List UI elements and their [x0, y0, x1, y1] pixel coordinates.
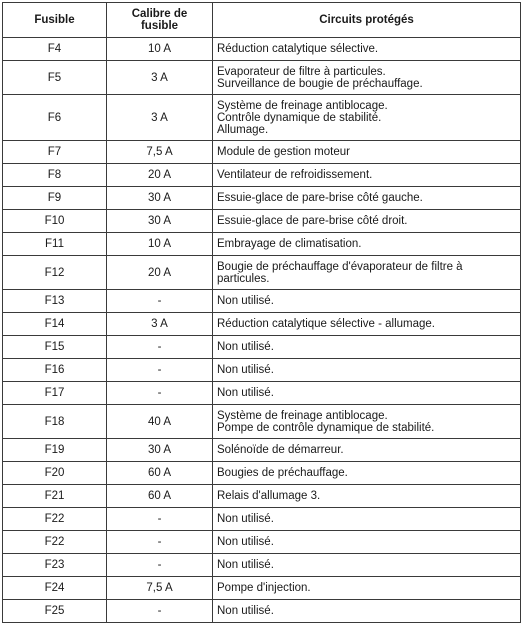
- table-row: [3, 577, 521, 600]
- fuse-cell: F22: [3, 531, 107, 554]
- fuse-cell: F21: [3, 485, 107, 508]
- circuit-cell: Non utilisé.: [213, 336, 521, 359]
- rating-cell: 20 A: [107, 164, 213, 187]
- fuse-cell: F8: [3, 164, 107, 187]
- fuse-cell: F24: [3, 577, 107, 600]
- circuit-cell: Réduction catalytique sélective - allumage.: [213, 313, 521, 336]
- circuit-cell: Bougie de préchauffage d'évaporateur de filtre à particules.: [213, 256, 521, 290]
- rating-cell: 7,5 A: [107, 577, 213, 600]
- rating-cell: -: [107, 554, 213, 577]
- table-row: [3, 600, 521, 623]
- circuit-cell: Evaporateur de filtre à particules. Surveillance de bougie de préchauffage.: [213, 61, 521, 95]
- fuse-cell: F19: [3, 439, 107, 462]
- fuse-cell: F5: [3, 61, 107, 95]
- table-row: [3, 359, 521, 382]
- fuse-cell: F18: [3, 405, 107, 439]
- table-row: [3, 256, 521, 290]
- rating-cell: -: [107, 508, 213, 531]
- table-row: [3, 531, 521, 554]
- table-row: [3, 210, 521, 233]
- circuit-cell: Non utilisé.: [213, 600, 521, 623]
- circuit-cell: Bougies de préchauffage.: [213, 462, 521, 485]
- fuse-cell: F16: [3, 359, 107, 382]
- rating-cell: 30 A: [107, 439, 213, 462]
- rating-cell: -: [107, 600, 213, 623]
- rating-cell: -: [107, 382, 213, 405]
- circuit-cell: Essuie-glace de pare-brise côté droit.: [213, 210, 521, 233]
- circuit-cell: Module de gestion moteur: [213, 141, 521, 164]
- table-row: [3, 508, 521, 531]
- fuse-cell: F17: [3, 382, 107, 405]
- table-row: [3, 336, 521, 359]
- rating-cell: 20 A: [107, 256, 213, 290]
- circuit-cell: Non utilisé.: [213, 359, 521, 382]
- circuit-cell: Non utilisé.: [213, 382, 521, 405]
- circuit-cell: Non utilisé.: [213, 554, 521, 577]
- rating-cell: 60 A: [107, 485, 213, 508]
- rating-cell: -: [107, 336, 213, 359]
- table-row: [3, 554, 521, 577]
- fuse-cell: F11: [3, 233, 107, 256]
- circuit-cell: Pompe d'injection.: [213, 577, 521, 600]
- table-row: [3, 61, 521, 95]
- table-row: [3, 462, 521, 485]
- rating-cell: -: [107, 359, 213, 382]
- circuit-cell: Système de freinage antiblocage. Contrôle dynamique de stabilité. Allumage.: [213, 95, 521, 141]
- circuit-cell: Réduction catalytique sélective.: [213, 38, 521, 61]
- table-row: [3, 485, 521, 508]
- rating-cell: 30 A: [107, 210, 213, 233]
- header-row: [3, 3, 521, 38]
- fuse-cell: F10: [3, 210, 107, 233]
- fuse-cell: F22: [3, 508, 107, 531]
- table-row: [3, 164, 521, 187]
- header-rating: Calibre de fusible: [107, 3, 213, 38]
- table-row: [3, 141, 521, 164]
- table-row: [3, 405, 521, 439]
- circuit-cell: Solénoïde de démarreur.: [213, 439, 521, 462]
- circuit-cell: Relais d'allumage 3.: [213, 485, 521, 508]
- circuit-cell: Ventilateur de refroidissement.: [213, 164, 521, 187]
- rating-cell: 7,5 A: [107, 141, 213, 164]
- fuse-cell: F13: [3, 290, 107, 313]
- fuse-cell: F7: [3, 141, 107, 164]
- fuse-cell: F6: [3, 95, 107, 141]
- fuse-cell: F15: [3, 336, 107, 359]
- rating-cell: 10 A: [107, 233, 213, 256]
- table-row: [3, 382, 521, 405]
- table-row: [3, 233, 521, 256]
- circuit-cell: Embrayage de climatisation.: [213, 233, 521, 256]
- fuse-cell: F4: [3, 38, 107, 61]
- fuse-cell: F14: [3, 313, 107, 336]
- header-circuits: Circuits protégés: [213, 3, 521, 38]
- table-row: [3, 95, 521, 141]
- circuit-cell: Essuie-glace de pare-brise côté gauche.: [213, 187, 521, 210]
- rating-cell: 30 A: [107, 187, 213, 210]
- table-row: [3, 439, 521, 462]
- fuse-cell: F23: [3, 554, 107, 577]
- fuse-cell: F12: [3, 256, 107, 290]
- table-header: [3, 3, 521, 38]
- circuit-cell: Non utilisé.: [213, 508, 521, 531]
- rating-cell: 3 A: [107, 313, 213, 336]
- rating-cell: 60 A: [107, 462, 213, 485]
- table-row: [3, 38, 521, 61]
- circuit-cell: Système de freinage antiblocage. Pompe de contrôle dynamique de stabilité.: [213, 405, 521, 439]
- table-row: [3, 187, 521, 210]
- fuse-table: [2, 2, 521, 623]
- rating-cell: 3 A: [107, 95, 213, 141]
- rating-cell: -: [107, 531, 213, 554]
- rating-cell: -: [107, 290, 213, 313]
- circuit-cell: Non utilisé.: [213, 531, 521, 554]
- fuse-cell: F20: [3, 462, 107, 485]
- table-body: [3, 38, 521, 623]
- header-fuse: Fusible: [3, 3, 107, 38]
- rating-cell: 10 A: [107, 38, 213, 61]
- rating-cell: 40 A: [107, 405, 213, 439]
- circuit-cell: Non utilisé.: [213, 290, 521, 313]
- rating-cell: 3 A: [107, 61, 213, 95]
- fuse-cell: F25: [3, 600, 107, 623]
- fuse-cell: F9: [3, 187, 107, 210]
- table-row: [3, 290, 521, 313]
- table-row: [3, 313, 521, 336]
